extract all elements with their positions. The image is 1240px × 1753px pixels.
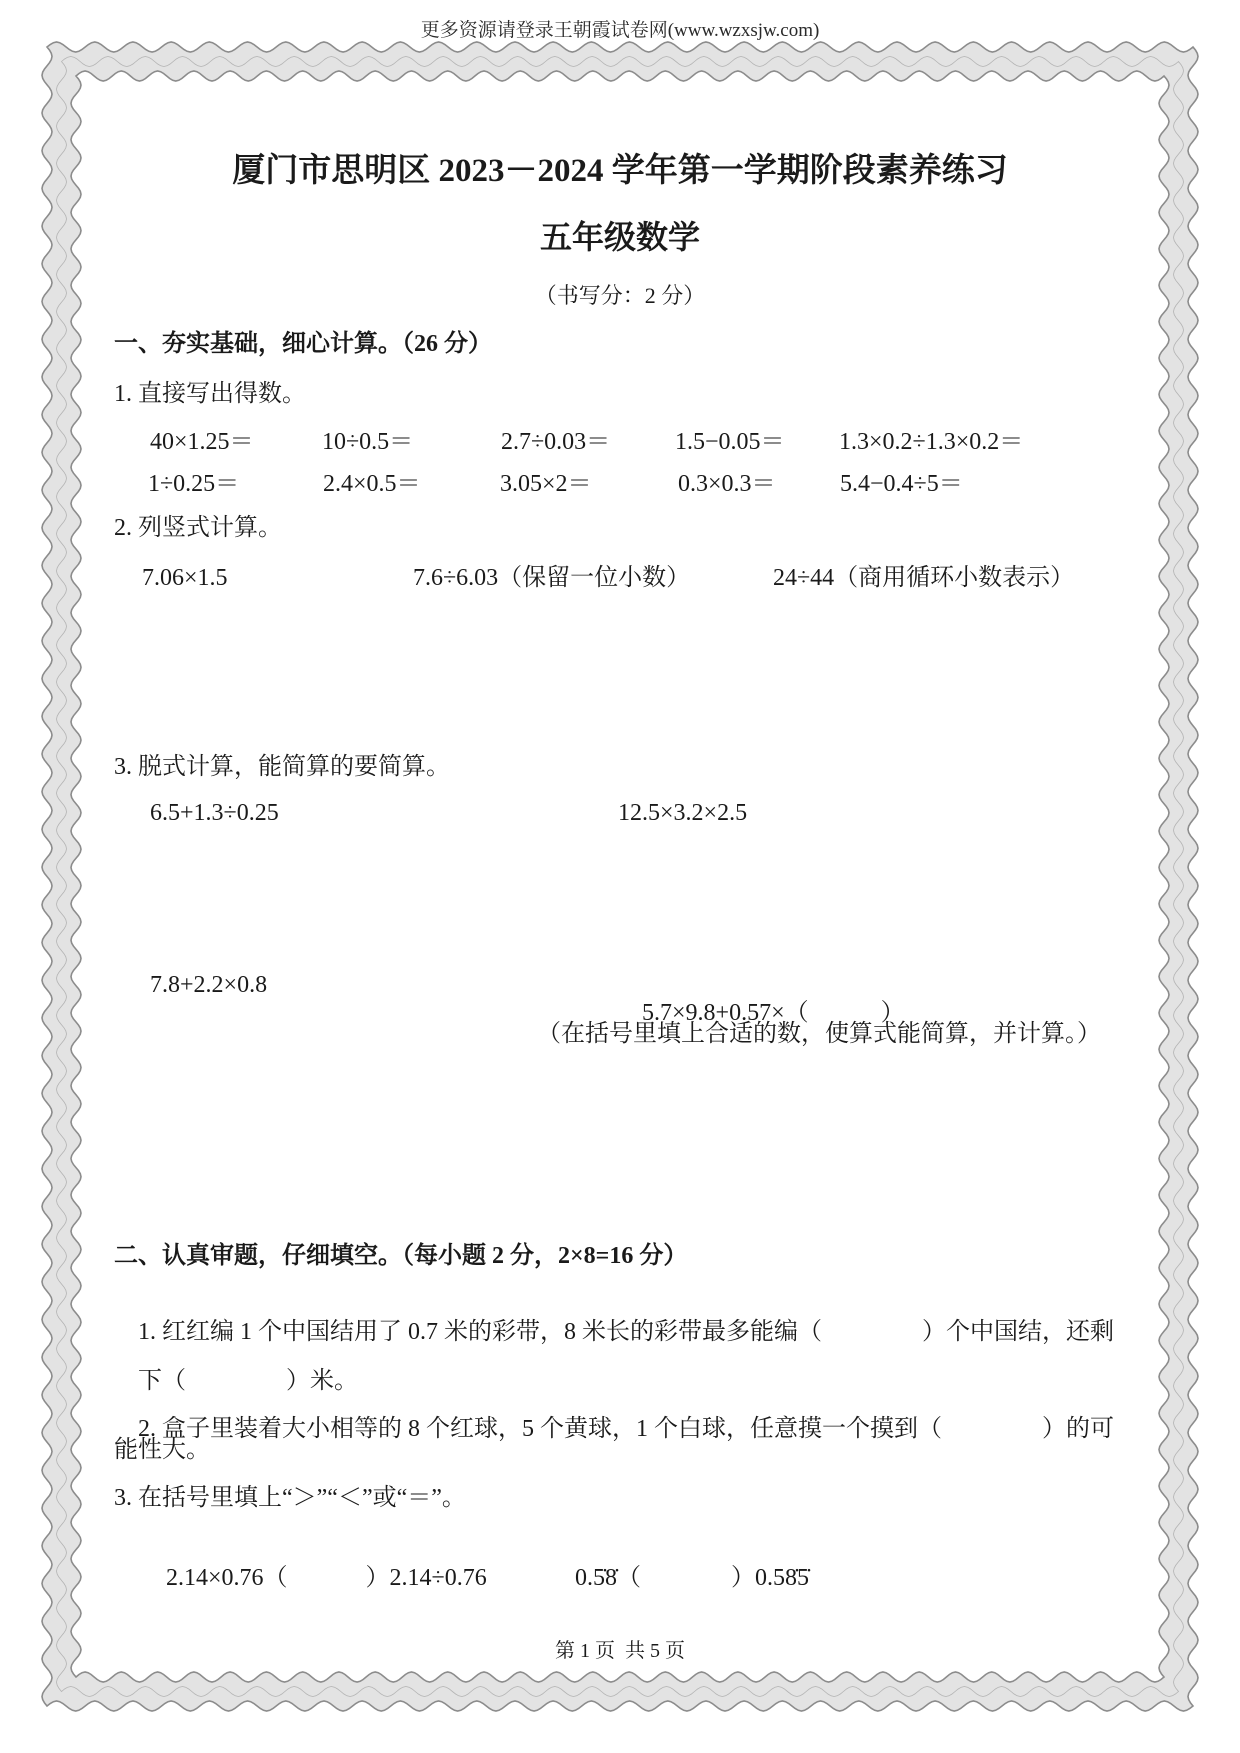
answer-blank — [942, 1420, 1042, 1440]
s2-q2-line1 — [114, 1387, 1114, 1471]
oral-calc-item: 1.3×0.2÷1.3×0.2＝ — [839, 429, 1024, 455]
step-calc-item: 6.5+1.3÷0.25 — [150, 800, 279, 826]
answer-blank — [822, 1323, 922, 1343]
comparison-left: 2.14×0.76（ — [166, 1565, 288, 1591]
answer-blank — [641, 1569, 731, 1589]
step-calc-item: 12.5×3.2×2.5 — [618, 800, 748, 826]
exam-title: 厦门市思明区 2023－2024 学年第一学期阶段素养练习 — [232, 153, 1008, 189]
page-number-footer: 第 1 页 共 5 页 — [555, 1640, 685, 1662]
s2-q2-line2: 能性大。 — [114, 1437, 210, 1463]
fill-item-after-blank: ） — [880, 1000, 905, 1026]
s1-q1-label: 1. 直接写出得数。 — [114, 381, 306, 407]
comparison-left: 0.5̇8̇（ — [575, 1565, 641, 1591]
oral-calc-item: 10÷0.5＝ — [322, 429, 414, 455]
oral-calc-item: 2.7÷0.03＝ — [501, 429, 611, 455]
step-calc-item: 7.8+2.2×0.8 — [150, 972, 268, 998]
vertical-calc-item: 24÷44（商用循环小数表示） — [773, 565, 1075, 591]
fill-item-instruction: （在括号里填上合适的数，使算式能简算，并计算。） — [537, 1021, 1101, 1047]
oral-calc-item: 40×1.25＝ — [150, 429, 254, 455]
s2-q2-text-before-blank: 2. 盒子里装着大小相等的 8 个红球，5 个黄球，1 个白球，任意摸一个摸到（ — [138, 1416, 942, 1442]
answer-blank — [288, 1569, 366, 1589]
handwriting-score-note: （书写分：2 分） — [534, 283, 706, 308]
resource-website-note: 更多资源请登录王朝霞试卷网(www.wzxsjw.com) — [420, 20, 820, 41]
s1-q3-label: 3. 脱式计算，能简算的要简算。 — [114, 754, 450, 780]
s2-q1-line2-after-blank: ）米。 — [286, 1368, 358, 1394]
section1-heading: 一、夯实基础，细心计算。（26 分） — [114, 331, 492, 357]
comparison-item — [142, 1536, 487, 1620]
comparison-right: ）0.58̇5̇ — [731, 1565, 809, 1591]
s2-q3-label: 3. 在括号里填上“＞”“＜”或“＝”。 — [114, 1485, 466, 1511]
section2-heading: 二、认真审题，仔细填空。（每小题 2 分，2×8=16 分） — [114, 1243, 688, 1269]
exam-subtitle: 五年级数学 — [539, 219, 700, 255]
comparison-right: ）2.14÷0.76 — [365, 1565, 487, 1591]
oral-calc-item: 1.5−0.05＝ — [675, 429, 785, 455]
s1-q2-label: 2. 列竖式计算。 — [114, 515, 282, 541]
oral-calc-item: 2.4×0.5＝ — [323, 471, 421, 497]
vertical-calc-item: 7.6÷6.03（保留一位小数） — [413, 565, 691, 591]
s2-q1-text-before-blank: 1. 红红编 1 个中国结用了 0.7 米的彩带，8 米长的彩带最多能编（ — [138, 1319, 822, 1345]
vertical-calc-item: 7.06×1.5 — [142, 565, 228, 591]
s2-q2-text-after-blank: ）的可 — [1042, 1416, 1114, 1442]
comparison-item — [551, 1536, 809, 1620]
oral-calc-item: 0.3×0.3＝ — [678, 471, 776, 497]
fill-item-before-blank: 5.7×9.8+0.57×（ — [642, 1000, 809, 1026]
oral-calc-item: 5.4−0.4÷5＝ — [840, 471, 963, 497]
s2-q1-text-after-blank: ）个中国结，还剩 — [922, 1319, 1114, 1345]
oral-calc-item: 3.05×2＝ — [500, 471, 592, 497]
s2-q1-line2-before-blank: 下（ — [138, 1368, 186, 1394]
oral-calc-item: 1÷0.25＝ — [148, 471, 240, 497]
